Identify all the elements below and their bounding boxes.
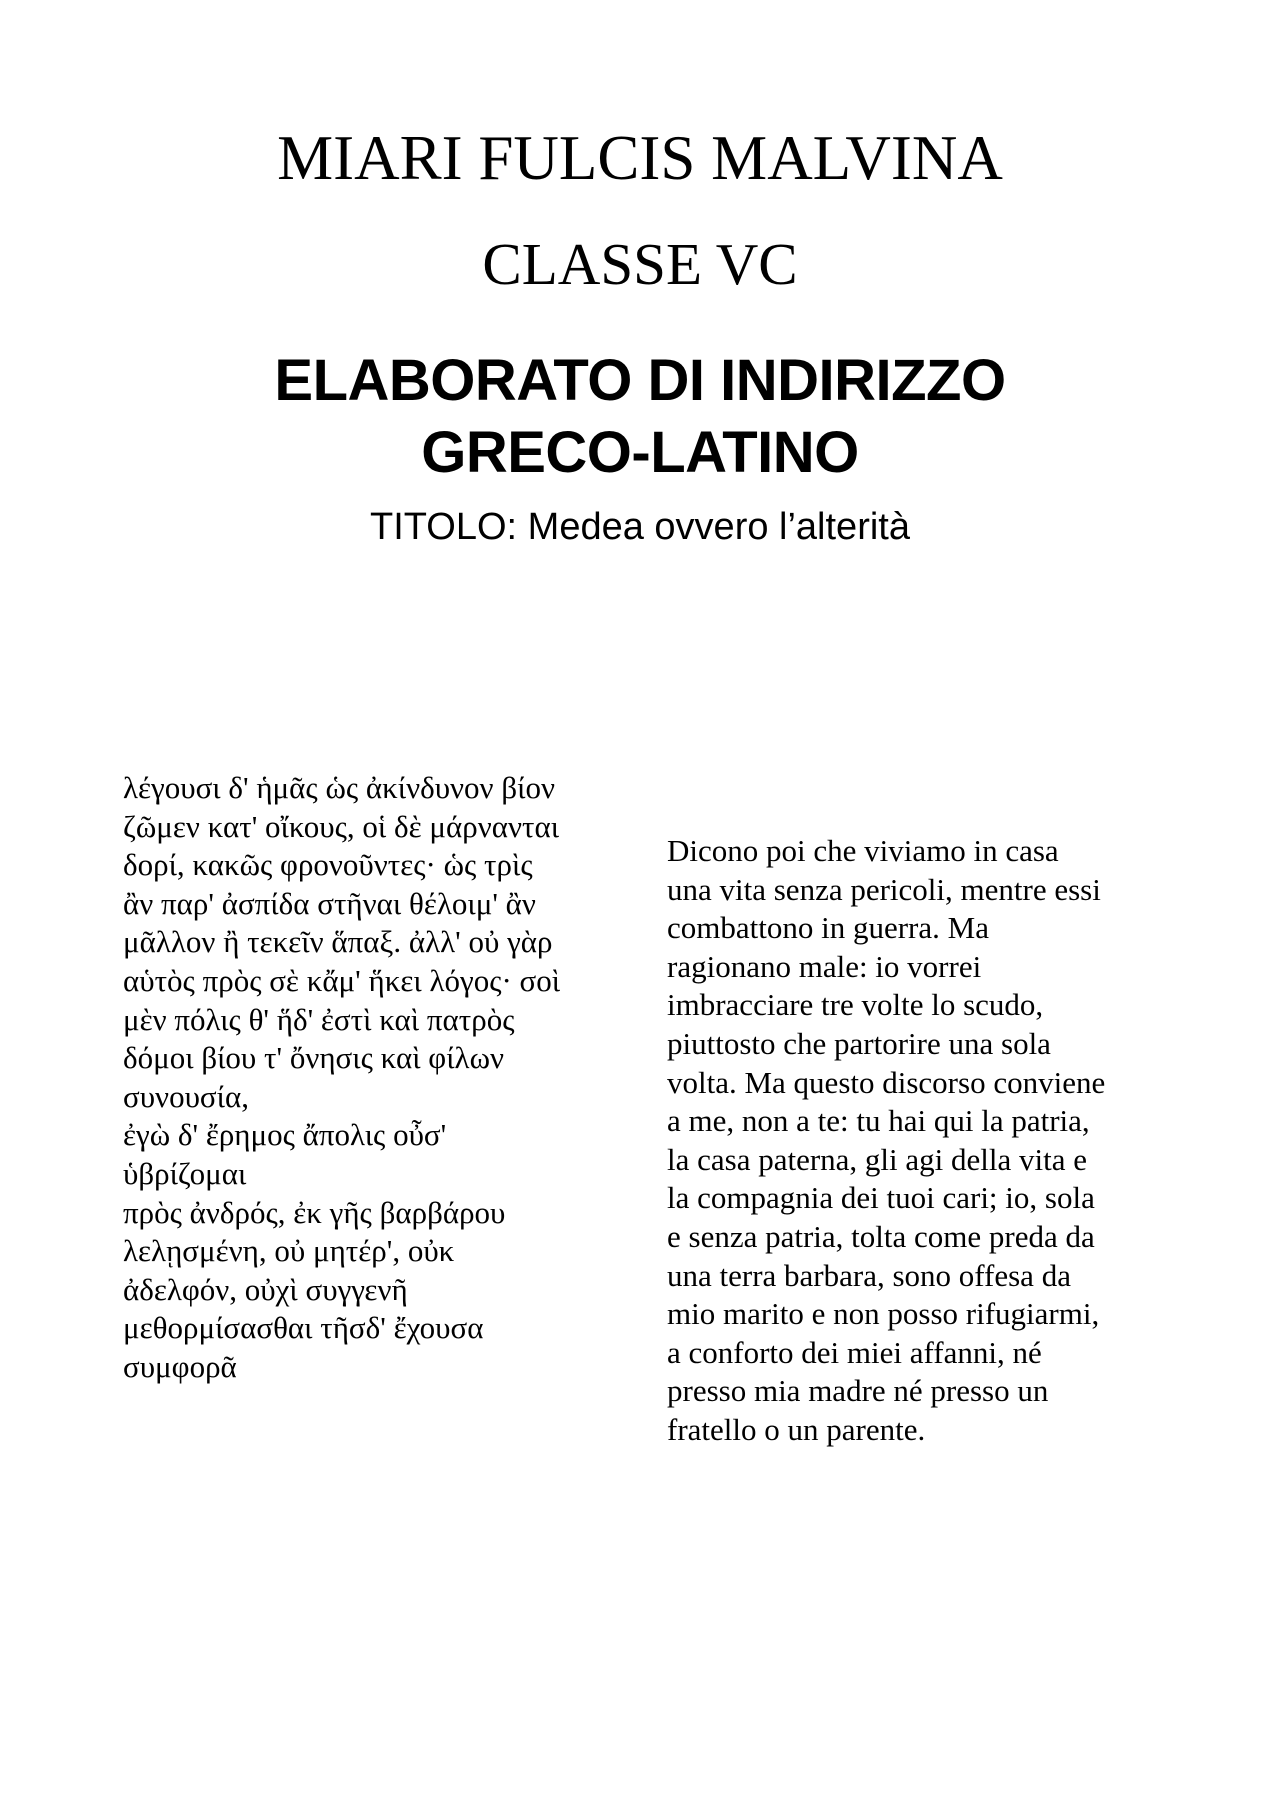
italian-line: presso mia madre né presso un [667, 1373, 1049, 1409]
greek-line: δόμοι βίου τ' ὄνησις καὶ φίλων [123, 1040, 504, 1076]
main-title-line-1: ELABORATO DI INDIRIZZO [274, 348, 1006, 413]
greek-line: ἂν παρ' ἀσπίδα στῆναι θέλοιμ' ἂν [123, 885, 536, 921]
italian-line: una vita senza pericoli, mentre essi [667, 871, 1101, 907]
greek-line: λελῃσμένη, οὐ μητέρ', οὐκ [123, 1233, 455, 1269]
main-title [0, 345, 1280, 489]
subtitle: TITOLO: Medea ovvero l’alterità [370, 506, 910, 548]
greek-line: ἐγὼ δ' ἔρημος ἄπολις οὖσ' [123, 1117, 447, 1153]
italian-translation-column [667, 832, 1167, 1450]
italian-line: combattono in guerra. Ma [667, 910, 989, 946]
italian-line: una terra barbara, sono offesa da [667, 1257, 1071, 1293]
greek-line: μὲν πόλις θ' ἥδ' ἐστὶ καὶ πατρὸς [123, 1001, 515, 1037]
class-label: CLASSE VC [482, 231, 798, 297]
greek-line: ζῶμεν κατ' οἴκους, οἱ δὲ μάρνανται [123, 808, 560, 844]
greek-line: μᾶλλον ἢ τεκεῖν ἅπαξ. ἀλλ' οὐ γὰρ [123, 924, 553, 960]
italian-line: ragionano male: io vorrei [667, 948, 982, 984]
greek-line: αὑτὸς πρὸς σὲ κἄμ' ἥκει λόγος· σοὶ [123, 962, 561, 998]
italian-line: la compagnia dei tuoi cari; io, sola [667, 1180, 1095, 1216]
author-name: MIARI FULCIS MALVINA [277, 123, 1003, 193]
greek-text-column [123, 769, 623, 1387]
italian-line: volta. Ma questo discorso conviene [667, 1064, 1106, 1100]
main-title-line-2: GRECO-LATINO [421, 420, 859, 485]
italian-line: a me, non a te: tu hai qui la patria, [667, 1103, 1090, 1139]
greek-line: λέγουσι δ' ἡμᾶς ὡς ἀκίνδυνον βίον [123, 770, 555, 805]
greek-line: πρὸς ἀνδρός, ἐκ γῆς βαρβάρου [123, 1194, 506, 1230]
italian-line: fratello o un parente. [667, 1411, 926, 1447]
italian-line: piuttosto che partorire una sola [667, 1025, 1051, 1061]
italian-line: e senza patria, tolta come preda da [667, 1218, 1095, 1254]
italian-line: imbracciare tre volte lo scudo, [667, 987, 1044, 1023]
italian-line: mio marito e non posso rifugiarmi, [667, 1296, 1100, 1332]
greek-line: συνουσία, [123, 1078, 249, 1114]
greek-line: δορί, κακῶς φρονοῦντες· ὡς τρὶς [123, 847, 533, 883]
greek-line: συμφορᾶ [123, 1348, 237, 1384]
greek-line: ἀδελφόν, οὐχὶ συγγενῆ [123, 1271, 408, 1307]
greek-line: ὑβρίζομαι [123, 1155, 247, 1191]
italian-line: a conforto dei miei affanni, né [667, 1334, 1042, 1370]
italian-line: Dicono poi che viviamo in casa [667, 833, 1059, 868]
greek-line: μεθορμίσασθαι τῆσδ' ἔχουσα [123, 1310, 484, 1346]
italian-line: la casa paterna, gli agi della vita e [667, 1141, 1088, 1177]
